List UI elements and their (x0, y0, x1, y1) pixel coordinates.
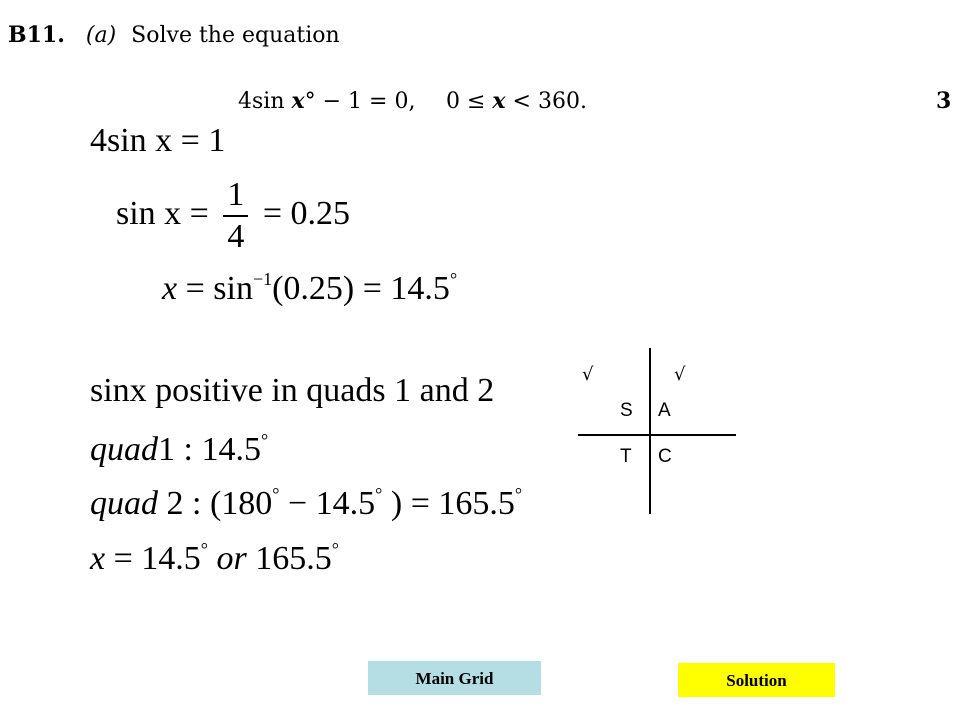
quad-label: quad (90, 431, 158, 468)
step2-lhs: sin x = (116, 194, 209, 232)
equation-prefix: 4sin (238, 89, 292, 114)
step3-sin: = sin (177, 270, 253, 307)
cast-diagram (578, 348, 738, 514)
quad2-part-b: − 14.5 (279, 485, 376, 522)
fraction-denominator: 4 (227, 218, 245, 255)
degree-symbol: ° (260, 430, 269, 450)
quad2-part-a: 2 : (180 (158, 485, 273, 522)
final-variable: x (90, 540, 106, 577)
question-part: (a) (85, 23, 117, 48)
working-step-7 (90, 540, 339, 576)
working-step-4: sinx positive in quads 1 and 2 (90, 372, 495, 409)
quadrant-c: C (658, 446, 672, 467)
degree-symbol: ° (449, 269, 458, 289)
main-grid-button[interactable]: Main Grid (368, 661, 541, 695)
step3-inverse-exponent: −1 (252, 269, 273, 289)
quadrant-t: T (620, 446, 632, 467)
working-step-3 (162, 270, 457, 306)
constraint-prefix: 0 ≤ (446, 89, 493, 114)
quad-label: quad (90, 485, 158, 522)
cast-vertical-axis (649, 348, 651, 514)
degree-symbol: ° (514, 484, 523, 504)
question-header (8, 22, 340, 48)
given-equation (238, 88, 415, 114)
constraint-suffix: < 360. (505, 89, 587, 114)
check-mark-icon: √ (674, 364, 686, 385)
working-step-6: quad 2 : (180° − 14.5° ) = 165.5° (90, 484, 523, 522)
solution-button[interactable]: Solution (678, 663, 835, 697)
degree-symbol: ° (200, 539, 208, 559)
quadrant-a: A (658, 400, 671, 421)
cast-horizontal-axis (578, 434, 736, 436)
degree-symbol: ° (331, 539, 339, 559)
quadrant-s: S (620, 400, 633, 421)
marks-value: 3 (936, 88, 952, 114)
step2-rhs: = 0.25 (262, 194, 351, 232)
constraint-variable: x (492, 88, 506, 114)
working-step-1: 4sin x = 1 (90, 122, 226, 159)
final-value-1: = 14.5 (105, 540, 201, 577)
working-step-2 (116, 178, 350, 254)
quad2-result: ) = 165.5 (382, 485, 515, 522)
final-value-2: 165.5 (255, 540, 332, 577)
question-number: B11. (8, 22, 65, 48)
equation-suffix: ° − 1 = 0, (304, 89, 416, 114)
quad1-angle: 1 : 14.5 (158, 431, 261, 468)
fraction-one-quarter (223, 178, 248, 254)
fraction-numerator: 1 (223, 178, 248, 217)
equation-variable: x (291, 88, 305, 114)
check-mark-icon: √ (582, 364, 594, 385)
domain-constraint (446, 88, 587, 114)
step3-variable: x (162, 270, 178, 307)
or-word: or (207, 540, 256, 577)
working-step-5 (90, 431, 268, 467)
question-prompt: Solve the equation (131, 23, 340, 48)
step3-result: (0.25) = 14.5 (272, 270, 450, 307)
